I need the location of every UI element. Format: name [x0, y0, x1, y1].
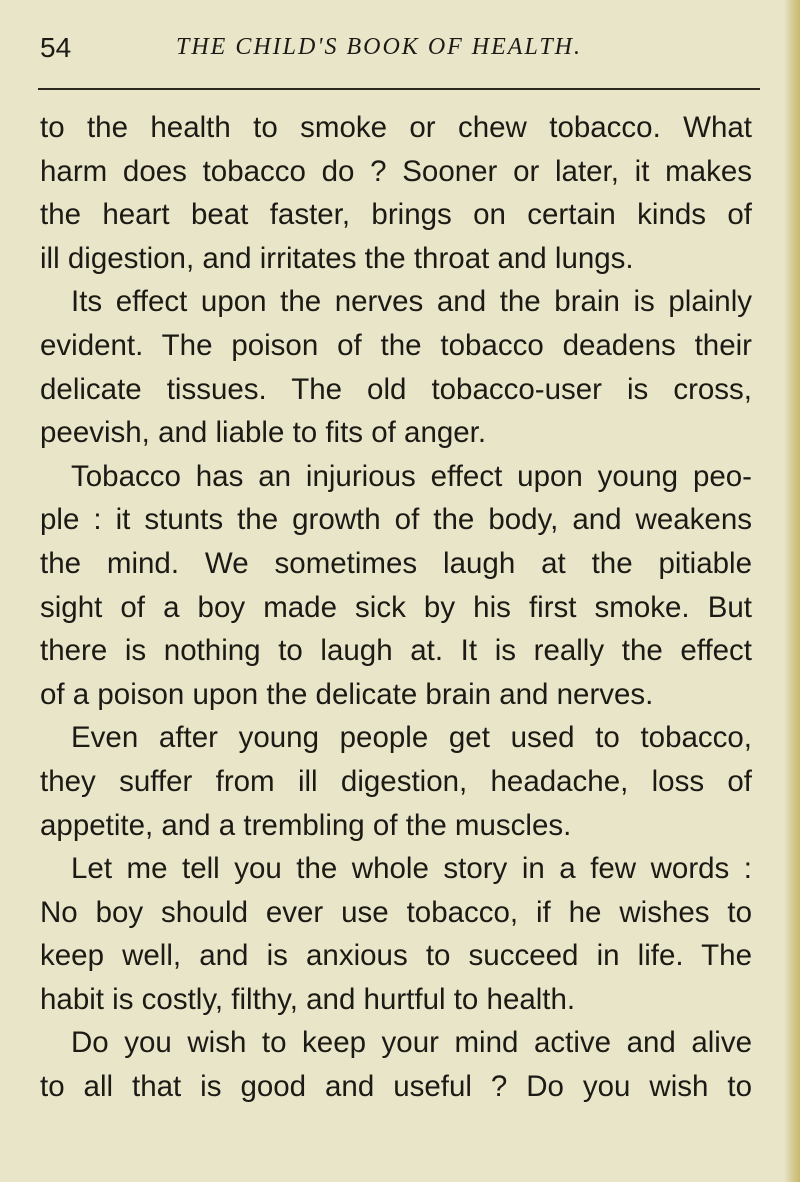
text-line: to all that is good and useful ? Do you wish to: [40, 1070, 752, 1104]
text-line: ill digestion, and irritates the throat and lungs.: [40, 241, 634, 275]
text-line: No boy should ever use tobacco, if he wishes to: [40, 895, 752, 929]
running-title: THE CHILD'S BOOK OF HEALTH.: [176, 34, 583, 60]
header-rule: [38, 88, 760, 90]
text-line: habit is costly, filthy, and hurtful to health.: [40, 982, 576, 1016]
text-line: to the health to smoke or chew tobacco. What: [40, 111, 752, 144]
body-text: [40, 106, 762, 1109]
text-line: appetite, and a trembling of the muscles.: [40, 808, 572, 842]
text-line: sight of a boy made sick by his first smoke. But: [40, 590, 752, 624]
text-line: ple : it stunts the growth of the body, and weakens: [40, 503, 752, 537]
text-line: keep well, and is anxious to succeed in life. The: [40, 939, 752, 973]
page-edge-shadow: [784, 0, 800, 1182]
text-line: the heart beat faster, brings on certain kinds of: [40, 198, 752, 232]
page-header: [40, 28, 760, 68]
text-line: the mind. We sometimes laugh at the pitiable: [40, 546, 752, 580]
page-number: 54: [40, 32, 72, 63]
text-line: delicate tissues. The old tobacco-user is cross,: [40, 372, 752, 406]
text-line: they suffer from ill digestion, headache, loss of: [40, 764, 752, 798]
text-line: Even after young people get used to tobacco,: [71, 721, 752, 755]
text-line: peevish, and liable to fits of anger.: [40, 416, 487, 450]
text-line: Let me tell you the whole story in a few words :: [71, 852, 752, 886]
text-line: Tobacco has an injurious effect upon young peo-: [71, 459, 752, 493]
text-line: there is nothing to laugh at. It is really the effect: [40, 634, 752, 668]
text-line: Do you wish to keep your mind active and alive: [71, 1026, 752, 1060]
text-line: of a poison upon the delicate brain and nerves.: [40, 677, 654, 711]
text-line: harm does tobacco do ? Sooner or later, it makes: [40, 154, 752, 188]
text-line: Its effect upon the nerves and the brain is plainly: [71, 285, 752, 319]
text-line: evident. The poison of the tobacco deadens their: [40, 328, 752, 362]
